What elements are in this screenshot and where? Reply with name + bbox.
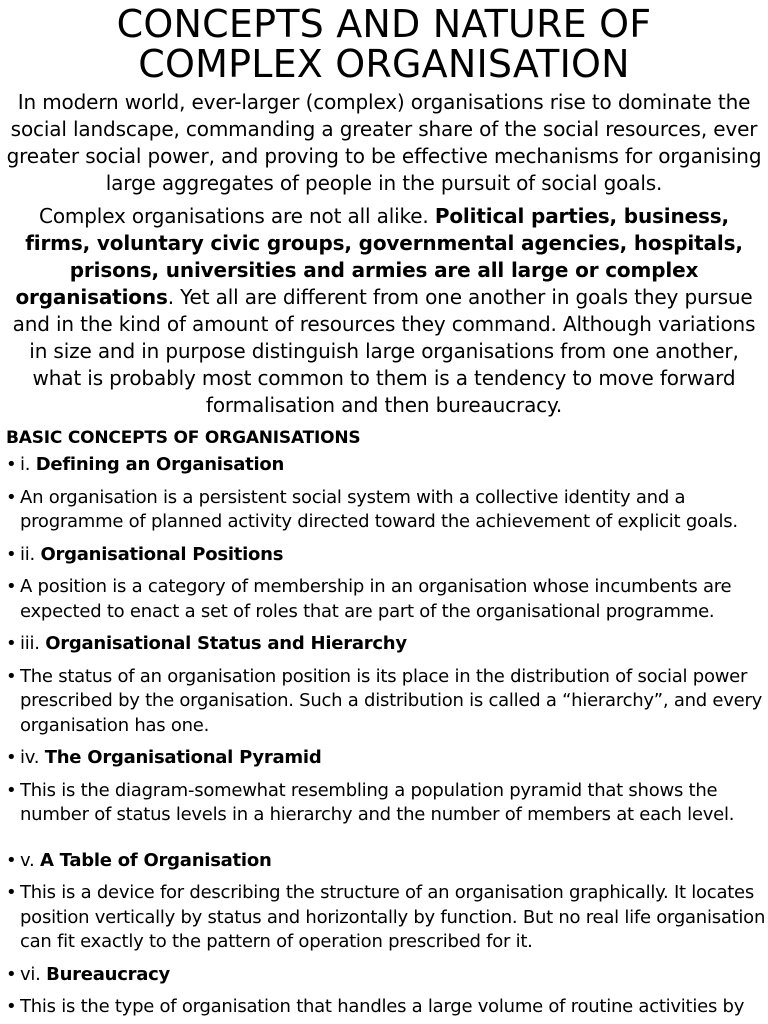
bullet-icon: • bbox=[6, 633, 17, 654]
title-line-1: CONCEPTS AND NATURE OF bbox=[116, 2, 652, 46]
bullet-icon: • bbox=[6, 779, 17, 801]
intro-paragraph-2-end: . Yet all are different from one another in goals they pursue and in the kind of amount of resources they command. Although variations in size and in purpose distinguish large organisations from one another, what is probably most common to them is a tendency to move forward formalisation and then bureaucracy. bbox=[12, 285, 756, 417]
bullet-icon: • bbox=[6, 665, 17, 687]
item-number: iv. bbox=[20, 747, 45, 768]
item-number: v. bbox=[20, 849, 40, 871]
intro-paragraph-2-start: Complex organisations are not all alike. bbox=[39, 204, 435, 228]
bullet-icon: • bbox=[6, 486, 17, 508]
item-text: This is the type of organisation that handles a large volume of routine activities by bbox=[20, 996, 745, 1017]
list-item bbox=[6, 575, 768, 624]
intro-paragraph-1: In modern world, ever-larger (complex) organisations rise to dominate the social landscape, commanding a greater share of the social resources, ever greater social power, and proving to be effective mechanisms for organising large aggregates of people in the pursuit of social goals. bbox=[6, 90, 762, 195]
item-number: ii. bbox=[20, 543, 41, 565]
concepts-list bbox=[0, 453, 768, 1020]
bullet-icon: • bbox=[6, 543, 17, 565]
item-heading: Organisational Status and Hierarchy bbox=[45, 633, 407, 654]
item-number: vi. bbox=[20, 963, 47, 985]
item-text: This is a device for describing the structure of an organisation graphically. It locates position vertically by status and horizontally by function. But no real life organisation can fit exactly to the pattern of operation prescribed for it. bbox=[20, 882, 766, 952]
list-item bbox=[6, 632, 768, 657]
list-item bbox=[6, 849, 768, 874]
list-item bbox=[6, 779, 768, 828]
bullet-icon: • bbox=[6, 882, 17, 903]
bullet-icon: • bbox=[6, 576, 17, 597]
page-title bbox=[0, 0, 768, 84]
list-item bbox=[6, 963, 768, 988]
item-heading: Bureaucracy bbox=[46, 963, 171, 985]
list-item bbox=[6, 453, 768, 478]
item-text: This is the diagram-somewhat resembling a population pyramid that shows the number of status levels in a hierarchy and the number of members at each level. bbox=[20, 779, 735, 825]
list-item bbox=[6, 665, 768, 739]
bullet-icon: • bbox=[6, 996, 17, 1017]
title-line-2: COMPLEX ORGANISATION bbox=[138, 42, 630, 86]
item-number: iii. bbox=[20, 633, 46, 654]
list-item bbox=[6, 995, 768, 1020]
item-heading: The Organisational Pyramid bbox=[44, 747, 322, 768]
item-text: An organisation is a persistent social system with a collective identity and a programme of planned activity directed toward the achievement of explicit goals. bbox=[20, 486, 738, 532]
bullet-icon: • bbox=[6, 963, 17, 985]
item-heading: Defining an Organisation bbox=[35, 454, 285, 475]
intro-paragraph-2-bold: Political parties, business, firms, voluntary civic groups, governmental agencies, hospitals, prisons, universities and armies are all large or complex organisations bbox=[15, 204, 743, 309]
bullet-icon: • bbox=[6, 849, 17, 871]
section-heading: BASIC CONCEPTS OF ORGANISATIONS bbox=[6, 428, 361, 448]
list-item bbox=[6, 486, 768, 535]
list-item bbox=[6, 746, 768, 771]
item-heading: A Table of Organisation bbox=[39, 849, 272, 871]
bullet-icon: • bbox=[6, 454, 17, 475]
list-item bbox=[6, 881, 768, 955]
item-text: The status of an organisation position is its place in the distribution of social power prescribed by the organisation. Such a distribution is called a “hierarchy”, and every organisation has one. bbox=[20, 665, 763, 736]
list-item bbox=[6, 543, 768, 568]
item-heading: Organisational Positions bbox=[40, 543, 284, 565]
bullet-icon: • bbox=[6, 747, 17, 768]
item-text: A position is a category of membership in an organisation whose incumbents are expected to enact a set of roles that are part of the organisational programme. bbox=[20, 576, 732, 622]
item-number: i. bbox=[20, 454, 36, 475]
intro-paragraph-2 bbox=[0, 203, 768, 419]
